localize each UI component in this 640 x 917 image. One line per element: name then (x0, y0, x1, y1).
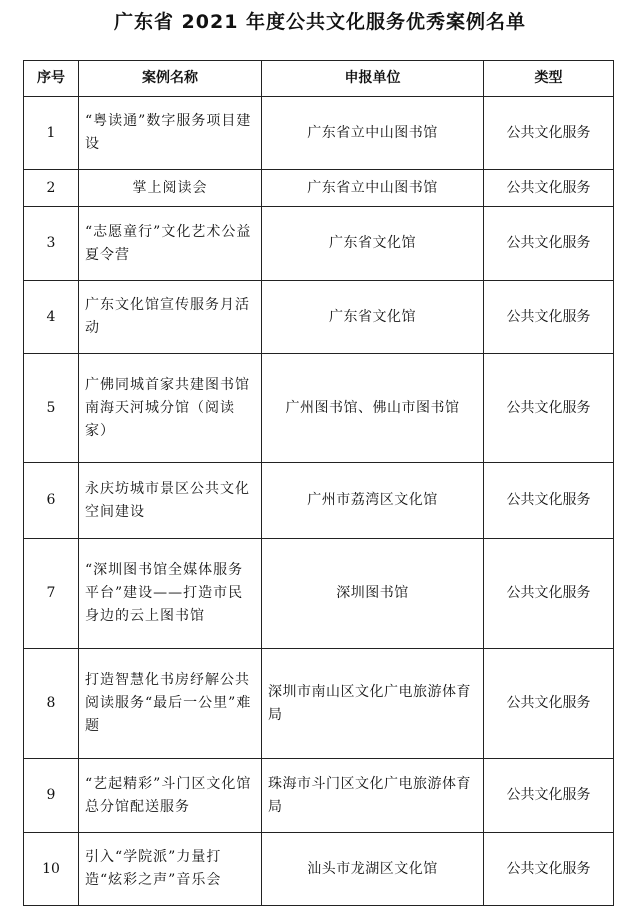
cell-unit: 广东省立中山图书馆 (262, 170, 484, 207)
cell-type: 公共文化服务 (484, 833, 614, 906)
table-row (24, 463, 614, 539)
cell-no: 9 (24, 759, 79, 833)
cell-no: 8 (24, 649, 79, 759)
table-row (24, 649, 614, 759)
table-row (24, 170, 614, 207)
cell-type: 公共文化服务 (484, 759, 614, 833)
cases-table (23, 60, 614, 906)
table-row (24, 207, 614, 281)
cell-unit: 广东省文化馆 (262, 281, 484, 354)
cell-case-name: 引入“学院派”力量打造“炫彩之声”音乐会 (79, 833, 262, 906)
cell-unit: 汕头市龙湖区文化馆 (262, 833, 484, 906)
table-row (24, 281, 614, 354)
cell-case-name: 广东文化馆宣传服务月活动 (79, 281, 262, 354)
cell-unit: 深圳图书馆 (262, 539, 484, 649)
table-header-row (24, 61, 614, 97)
cell-case-name: 广佛同城首家共建图书馆南海天河城分馆（阅读家） (79, 354, 262, 463)
cell-no: 4 (24, 281, 79, 354)
cell-unit: 深圳市南山区文化广电旅游体育局 (262, 649, 484, 759)
cell-type: 公共文化服务 (484, 649, 614, 759)
table-row (24, 539, 614, 649)
cell-no: 1 (24, 97, 79, 170)
cell-type: 公共文化服务 (484, 97, 614, 170)
cell-no: 7 (24, 539, 79, 649)
cell-no: 2 (24, 170, 79, 207)
header-type: 类型 (484, 61, 614, 97)
cell-case-name: “粤读通”数字服务项目建设 (79, 97, 262, 170)
cell-case-name: “深圳图书馆全媒体服务平台”建设——打造市民身边的云上图书馆 (79, 539, 262, 649)
cell-unit: 广东省文化馆 (262, 207, 484, 281)
header-no: 序号 (24, 61, 79, 97)
table-row (24, 833, 614, 906)
cell-unit: 广州图书馆、佛山市图书馆 (262, 354, 484, 463)
cell-type: 公共文化服务 (484, 463, 614, 539)
cell-type: 公共文化服务 (484, 170, 614, 207)
cell-no: 10 (24, 833, 79, 906)
cell-case-name: 打造智慧化书房纾解公共阅读服务“最后一公里”难题 (79, 649, 262, 759)
cell-no: 5 (24, 354, 79, 463)
table-row (24, 759, 614, 833)
cell-no: 3 (24, 207, 79, 281)
cell-no: 6 (24, 463, 79, 539)
header-case-name: 案例名称 (79, 61, 262, 97)
cell-type: 公共文化服务 (484, 281, 614, 354)
cell-case-name: “志愿童行”文化艺术公益夏令营 (79, 207, 262, 281)
cell-unit: 广东省立中山图书馆 (262, 97, 484, 170)
table-row (24, 354, 614, 463)
header-unit: 申报单位 (262, 61, 484, 97)
cell-unit: 广州市荔湾区文化馆 (262, 463, 484, 539)
cell-case-name: “艺起精彩”斗门区文化馆总分馆配送服务 (79, 759, 262, 833)
cell-type: 公共文化服务 (484, 354, 614, 463)
cell-type: 公共文化服务 (484, 539, 614, 649)
cell-type: 公共文化服务 (484, 207, 614, 281)
page-title: 广东省 2021 年度公共文化服务优秀案例名单 (113, 11, 527, 33)
cell-unit: 珠海市斗门区文化广电旅游体育局 (262, 759, 484, 833)
table-row (24, 97, 614, 170)
cell-case-name: 掌上阅读会 (79, 170, 262, 207)
cell-case-name: 永庆坊城市景区公共文化空间建设 (79, 463, 262, 539)
